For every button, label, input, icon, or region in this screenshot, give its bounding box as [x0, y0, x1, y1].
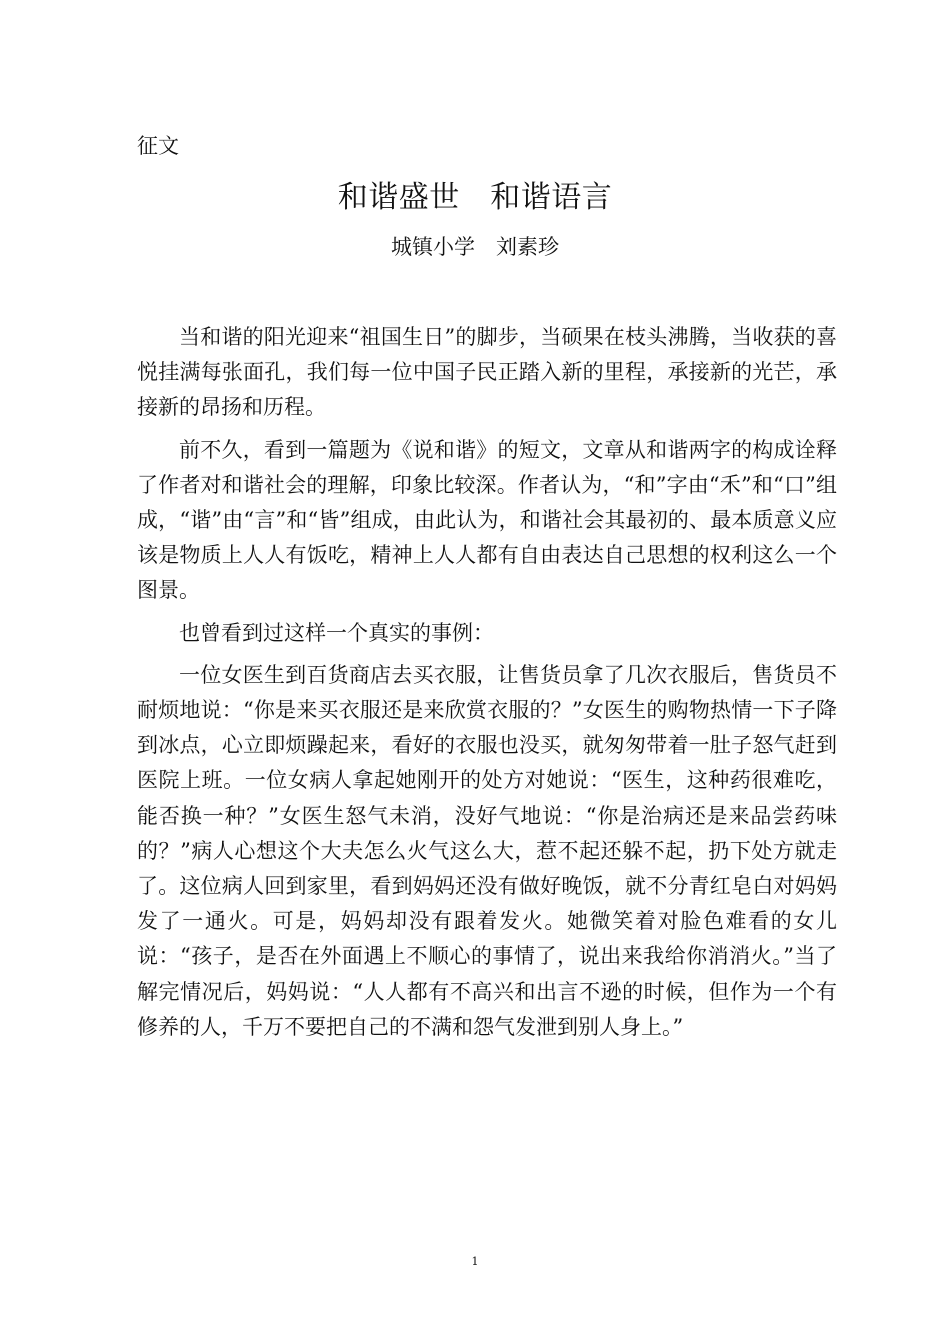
author-line: 城镇小学 刘素珍: [391, 235, 559, 259]
essay-body: [137, 320, 837, 1052]
paragraph: 当和谐的阳光迎来“祖国生日”的脚步，当硕果在枝头沸腾，当收获的喜悦挂满每张面孔，我们每一位中国子民正踏入新的里程，承接新的光芒，承接新的昂扬和历程。: [137, 325, 837, 420]
page-number: 1: [471, 1255, 479, 1268]
essay-category-label: 征文: [137, 134, 179, 158]
paragraph: 前不久，看到一篇题为《说和谐》的短文，文章从和谐两字的构成诠释了作者对和谐社会的理解，印象比较深。作者认为，“和”字由“禾”和“口”组成，“谐”由“言”和“皆”组成，由此认为，和谐社会其最初的、最本质意义应该是物质上人人有饭吃，精神上人人都有自由表达自己思想的权利这么一个图景。: [137, 437, 837, 603]
page-title: 和谐盛世 和谐语言: [337, 180, 613, 215]
paragraph: 一位女医生到百货商店去买衣服，让售货员拿了几次衣服后，售货员不耐烦地说：“你是来买衣服还是来欣赏衣服的？”女医生的购物热情一下子降到冰点，心立即烦躁起来，看好的衣服也没买，就匆匆带着一肚子怒气赶到医院上班。一位女病人拿起她刚开的处方对她说：“医生，这种药很难吃，能否换一种？”女医生怒气未消，没好气地说：“你是治病还是来品尝药味的？”病人心想这个大夫怎么火气这么大，惹不起还躲不起，扔下处方就走了。这位病人回到家里，看到妈妈还没有做好晚饭，就不分青红皂白对妈妈发了一通火。可是，妈妈却没有跟着发火。她微笑着对脸色难看的女儿说：“孩子，是否在外面遇上不顺心的事情了，说出来我给你消消火。”当了解完情况后，妈妈说：“人人都有不高兴和出言不逊的时候，但作为一个有修养的人，千万不要把自己的不满和怨气发泄到别人身上。”: [137, 662, 838, 1039]
paragraph: 也曾看到过这样一个真实的事例：: [179, 620, 494, 645]
